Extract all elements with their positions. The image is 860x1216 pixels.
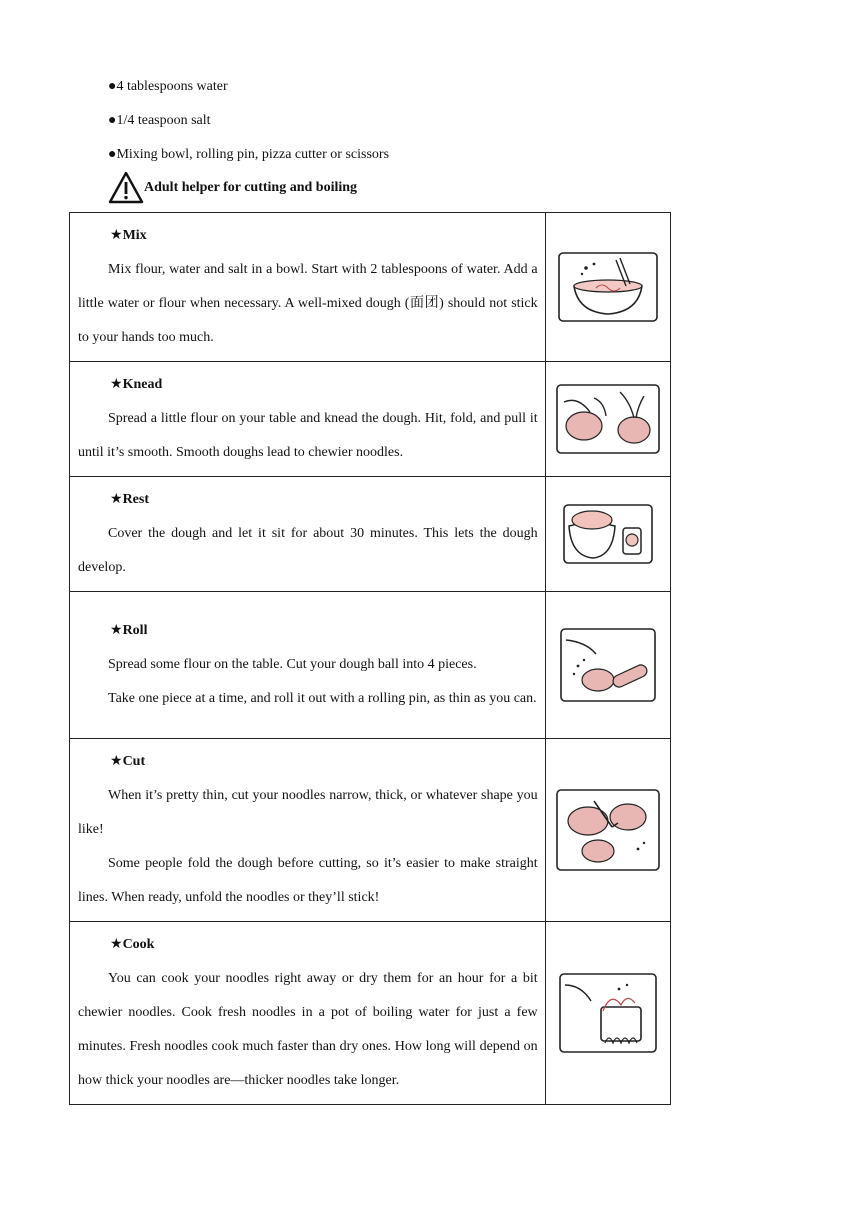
step-paragraph: Take one piece at a time, and roll it out with a rolling pin, as thin as you can. — [108, 691, 537, 706]
step-illustration-cell — [545, 213, 670, 362]
steps-table — [69, 212, 671, 1105]
step-title: ★Knead — [110, 377, 163, 392]
step-row-cook — [70, 922, 671, 1105]
step-paragraph: You can cook your noodles right away or dry them for an hour for a bit chewier noodles. Cook fresh noodles in a pot of boiling water for just a few minutes. Fresh noodles cook much faster than dry ones. How long will depend on how thick your noodles are—thicker noodles take longer. — [78, 971, 538, 1088]
step-paragraph: Cover the dough and let it sit for about 30 minutes. This lets the dough develop. — [78, 526, 538, 575]
step-paragraph: When it’s pretty thin, cut your noodles narrow, thick, or whatever shape you like! — [78, 788, 538, 837]
material-item: ●1/4 teaspoon salt — [108, 113, 211, 128]
step-illustration-cell — [545, 922, 670, 1105]
step-title: ★Cut — [110, 754, 146, 769]
boiling-pot-icon — [557, 971, 659, 1055]
step-illustration-cell — [545, 362, 670, 477]
step-text-cell — [70, 477, 546, 592]
step-illustration-cell — [545, 739, 670, 922]
step-row-rest — [70, 477, 671, 592]
material-item: ●Mixing bowl, rolling pin, pizza cutter or scissors — [108, 147, 390, 162]
step-paragraph: Spread a little flour on your table and knead the dough. Hit, fold, and pull it until it’s smooth. Smooth doughs lead to chewier noodles. — [78, 411, 538, 460]
covered-bowl-timer-icon — [561, 502, 655, 566]
material-item: ●4 tablespoons water — [108, 79, 228, 94]
step-paragraph: Some people fold the dough before cutting, so it’s easier to make straight lines. When ready, unfold the noodles or they’ll stick! — [78, 856, 538, 905]
warning-triangle-icon — [108, 171, 144, 205]
materials-list — [108, 70, 668, 172]
step-text-cell — [70, 592, 546, 739]
mixing-bowl-icon — [556, 250, 660, 324]
step-paragraph: Mix flour, water and salt in a bowl. Start with 2 tablespoons of water. Add a little water or flour when necessary. A well-mixed dough (面团) should not stick to your hands too much. — [78, 262, 538, 345]
step-text-cell — [70, 922, 546, 1105]
step-illustration-cell — [545, 477, 670, 592]
kneading-hands-icon — [554, 382, 662, 456]
warning-text: Adult helper for cutting and boiling — [144, 180, 358, 195]
step-row-mix — [70, 213, 671, 362]
step-title: ★Rest — [110, 492, 149, 507]
step-row-roll — [70, 592, 671, 739]
step-paragraph: Spread some flour on the table. Cut your dough ball into 4 pieces. — [108, 657, 477, 672]
step-title: ★Cook — [110, 937, 155, 952]
step-text-cell — [70, 213, 546, 362]
step-row-cut — [70, 739, 671, 922]
cutting-noodles-icon — [554, 787, 662, 873]
step-text-cell — [70, 362, 546, 477]
step-text-cell — [70, 739, 546, 922]
step-row-knead — [70, 362, 671, 477]
step-title: ★Roll — [110, 623, 148, 638]
rolling-pin-icon — [558, 626, 658, 704]
step-illustration-cell — [545, 592, 670, 739]
step-title: ★Mix — [110, 228, 147, 243]
adult-helper-warning — [108, 170, 357, 206]
